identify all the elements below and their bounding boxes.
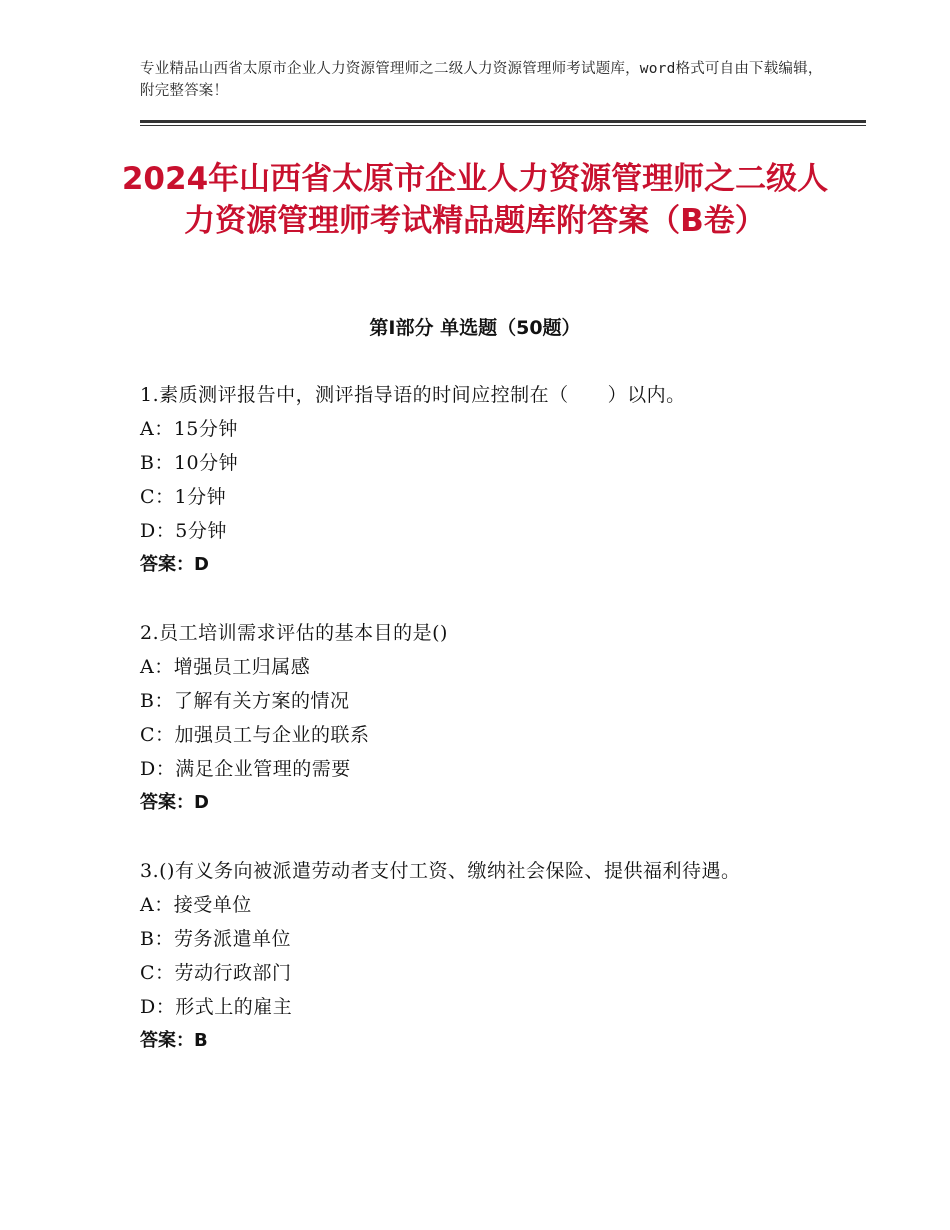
option-a: A：接受单位 — [140, 894, 252, 916]
answer-line: 答案：D — [140, 792, 209, 813]
question-2 — [140, 616, 820, 820]
answer-line: 答案：D — [140, 554, 209, 575]
header-note: 专业精品山西省太原市企业人力资源管理师之二级人力资源管理师考试题库，word格式可自由下载编辑，附完整答案！ — [140, 61, 823, 99]
option-d: D：形式上的雇主 — [140, 996, 293, 1018]
option-a: A：15分钟 — [140, 418, 238, 440]
question-stem: 2.员工培训需求评估的基本目的是() — [140, 622, 448, 644]
option-d: D：5分钟 — [140, 520, 227, 542]
answer-line: 答案：B — [140, 1030, 208, 1051]
option-b: B：劳务派遣单位 — [140, 928, 291, 950]
document-title: 2024年山西省太原市企业人力资源管理师之二级人力资源管理师考试精品题库附答案（B卷） — [121, 161, 829, 239]
question-stem: 1.素质测评报告中，测评指导语的时间应控制在（ ）以内。 — [140, 384, 686, 406]
question-list — [140, 378, 820, 1092]
header-divider-thick — [140, 120, 866, 123]
question-stem: 3.()有义务向被派遣劳动者支付工资、缴纳社会保险、提供福利待遇。 — [140, 860, 741, 882]
option-c: C：劳动行政部门 — [140, 962, 292, 984]
header-divider-thin — [140, 125, 866, 126]
option-d: D：满足企业管理的需要 — [140, 758, 351, 780]
section-title: 第Ⅰ部分 单选题（50题） — [369, 317, 581, 339]
question-3 — [140, 854, 820, 1058]
option-b: B：了解有关方案的情况 — [140, 690, 350, 712]
option-c: C：1分钟 — [140, 486, 227, 508]
option-c: C：加强员工与企业的联系 — [140, 724, 370, 746]
question-1 — [140, 378, 820, 582]
option-a: A：增强员工归属感 — [140, 656, 311, 678]
option-b: B：10分钟 — [140, 452, 239, 474]
